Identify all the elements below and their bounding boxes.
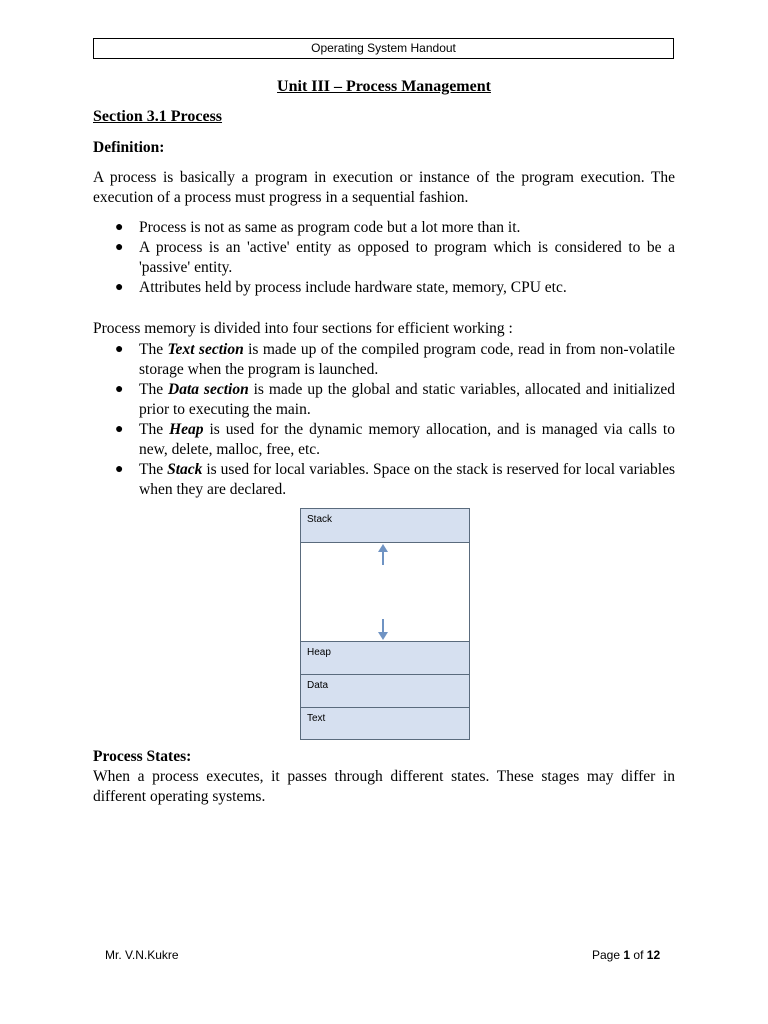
section-title: Section 3.1 Process xyxy=(93,108,223,125)
page-header: Operating System Handout xyxy=(93,38,674,59)
memory-intro: Process memory is divided into four sections for efficient working : xyxy=(93,320,513,337)
memory-bullet-list xyxy=(93,340,675,500)
footer-page-number: Page 1 of 12 xyxy=(592,948,661,962)
definition-text: A process is basically a program in execution or instance of the program execution. The execution of a process must progress in a sequential fashion. xyxy=(93,169,675,206)
term-text-section: Text section xyxy=(167,341,244,358)
process-bullet-list xyxy=(93,218,675,298)
bullet-icon: ● xyxy=(115,422,124,437)
list-item: ● Attributes held by process include hardware state, memory, CPU etc. xyxy=(115,279,567,296)
list-item: ● The Stack is used for local variables. Space on the stack is reserved for local variables when they are declared. xyxy=(115,461,675,498)
list-item: ● The Heap is used for the dynamic memory allocation, and is managed via calls to new, delete, malloc, free, etc. xyxy=(115,421,675,458)
text-label: Text xyxy=(307,713,326,724)
unit-title: Unit III – Process Management xyxy=(277,78,491,95)
bullet-icon: ● xyxy=(115,220,124,235)
list-item: ● Process is not as same as program code but a lot more than it. xyxy=(115,219,521,236)
up-arrow-icon xyxy=(378,544,388,565)
footer-author: Mr. V.N.Kukre xyxy=(105,948,179,962)
bullet-icon: ● xyxy=(115,382,124,397)
stack-label: Stack xyxy=(307,514,333,525)
definition-heading: Definition: xyxy=(93,139,165,156)
process-states-heading: Process States: xyxy=(93,748,192,765)
down-arrow-icon xyxy=(378,619,388,640)
stack-segment xyxy=(301,509,469,543)
data-segment xyxy=(301,675,469,708)
growth-arrows xyxy=(301,543,469,642)
bullet-icon: ● xyxy=(115,240,124,255)
list-item: ● A process is an 'active' entity as opposed to program which is considered to be a 'passive' entity. xyxy=(115,239,675,276)
heap-segment xyxy=(301,642,469,675)
list-item: ● The Data section is made up the global and static variables, allocated and initialized prior to executing the main. xyxy=(115,381,675,418)
bullet-icon: ● xyxy=(115,342,124,357)
text-segment xyxy=(301,708,469,739)
process-memory-diagram xyxy=(300,508,470,740)
term-heap: Heap xyxy=(169,421,204,438)
term-stack: Stack xyxy=(167,461,203,478)
process-states-text: When a process executes, it passes through different states. These stages may differ in different operating systems. xyxy=(93,768,675,805)
bullet-icon: ● xyxy=(115,280,124,295)
heap-label: Heap xyxy=(307,647,331,658)
free-space-segment xyxy=(301,543,469,642)
bullet-icon: ● xyxy=(115,462,124,477)
term-data-section: Data section xyxy=(168,381,249,398)
list-item: ● The Text section is made up of the compiled program code, read in from non-volatile storage when the program is launched. xyxy=(115,341,675,378)
data-label: Data xyxy=(307,680,329,691)
